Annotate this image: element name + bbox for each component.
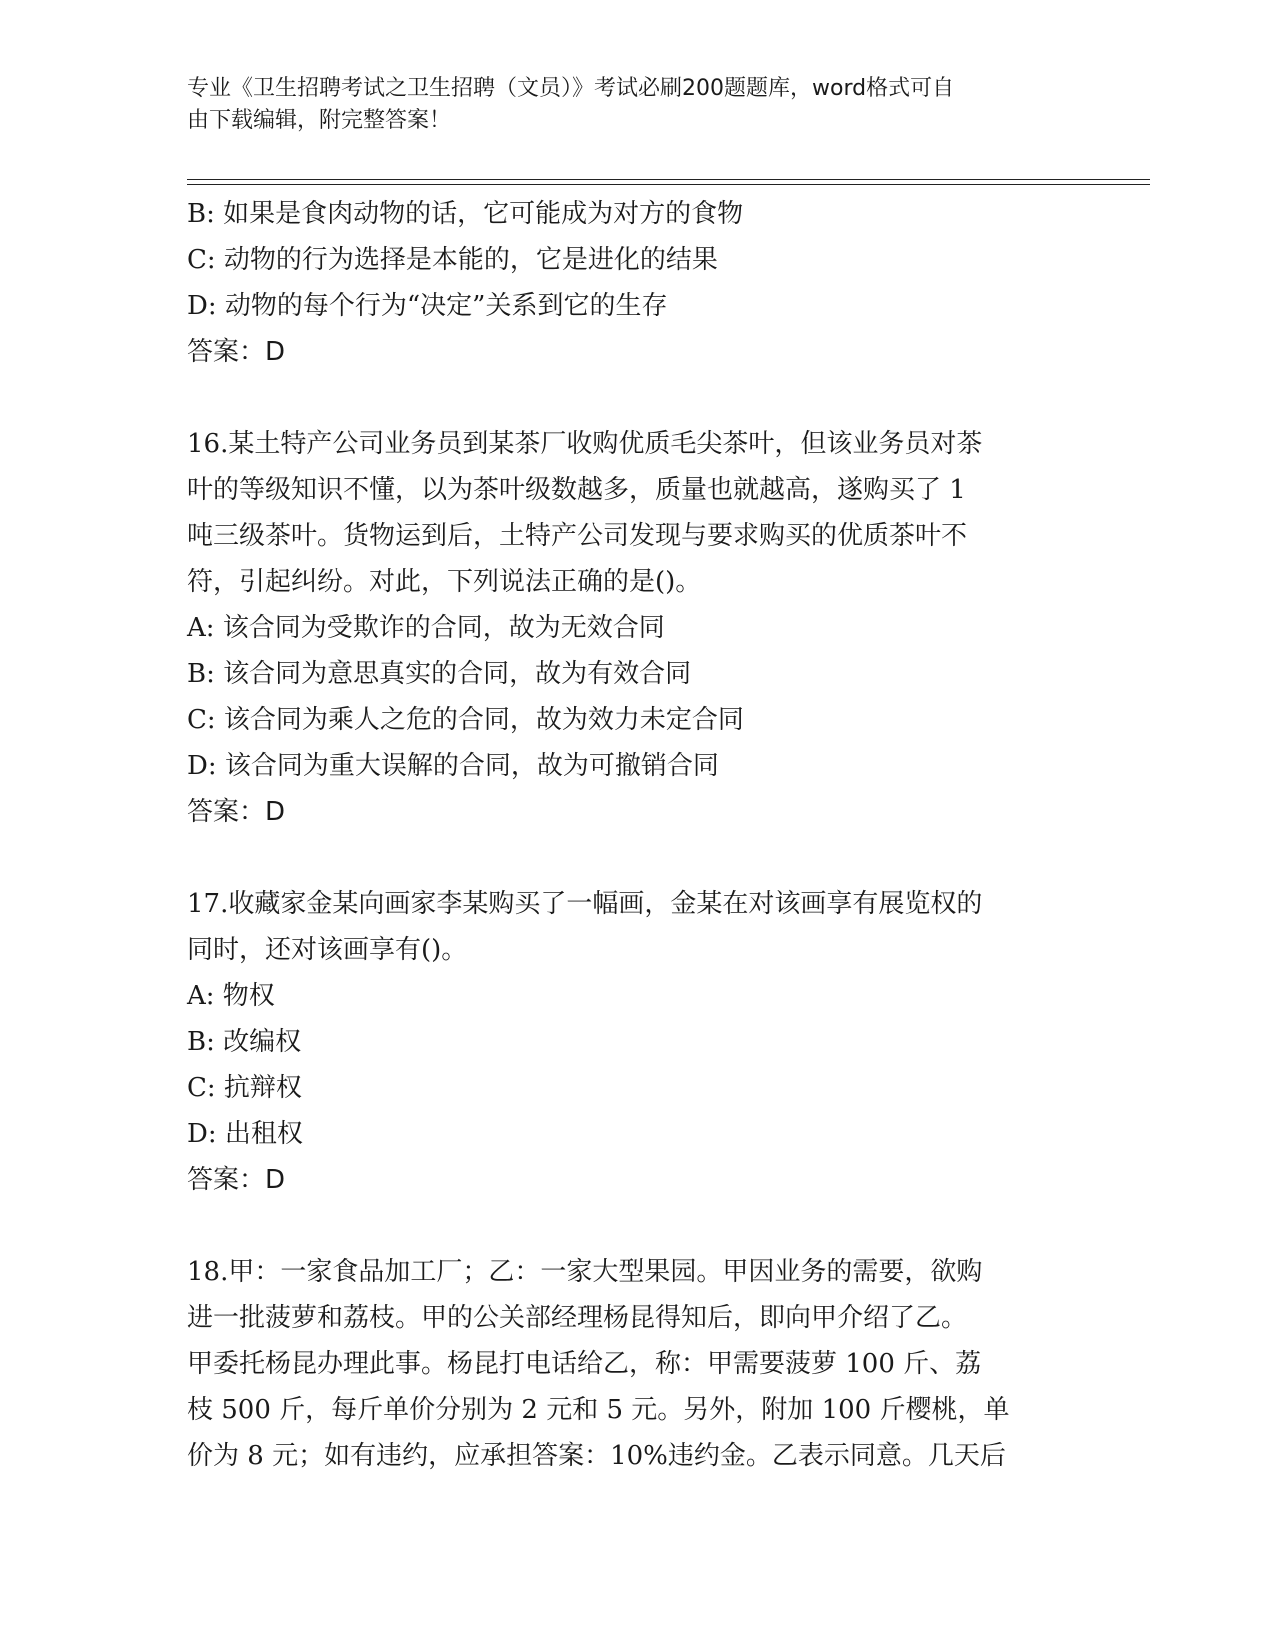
option-b: B: 该合同为意思真实的合同，故为有效合同 bbox=[187, 659, 692, 689]
header-divider-bottom bbox=[187, 184, 1150, 185]
question-stem-line: 枝 500 斤，每斤单价分别为 2 元和 5 元。另外，附加 100 斤樱桃，单 bbox=[187, 1395, 1010, 1425]
option-c: C: 抗辩权 bbox=[187, 1073, 302, 1103]
option-b: B: 改编权 bbox=[187, 1027, 302, 1057]
document-body bbox=[187, 191, 1087, 1479]
option-d: D: 该合同为重大误解的合同，故为可撤销合同 bbox=[187, 751, 719, 781]
question-16 bbox=[187, 421, 1087, 835]
header-line-2: 由下载编辑，附完整答案！ bbox=[187, 108, 452, 133]
option-a: A: 物权 bbox=[187, 981, 275, 1011]
question-stem-line: 16.某土特产公司业务员到某茶厂收购优质毛尖茶叶，但该业务员对茶 bbox=[187, 429, 983, 459]
option-c: C: 该合同为乘人之危的合同，故为效力未定合同 bbox=[187, 705, 744, 735]
question-stem-line: 吨三级茶叶。货物运到后，土特产公司发现与要求购买的优质茶叶不 bbox=[187, 521, 968, 551]
option-b: B: 如果是食肉动物的话，它可能成为对方的食物 bbox=[187, 199, 744, 229]
document-header bbox=[187, 73, 1067, 137]
question-stem-line: 甲委托杨昆办理此事。杨昆打电话给乙，称：甲需要菠萝 100 斤、荔 bbox=[187, 1349, 982, 1379]
spacer bbox=[187, 835, 1087, 881]
question-stem-line: 叶的等级知识不懂，以为茶叶级数越多，质量也就越高，遂购买了 1 bbox=[187, 475, 966, 505]
answer-line: 答案：D bbox=[187, 1165, 286, 1195]
question-18 bbox=[187, 1249, 1087, 1479]
question-stem-line: 18.甲：一家食品加工厂；乙：一家大型果园。甲因业务的需要，欲购 bbox=[187, 1257, 983, 1287]
header-line-1: 专业《卫生招聘考试之卫生招聘（文员）》考试必刷200题题库，word格式可自 bbox=[187, 76, 955, 101]
question-17 bbox=[187, 881, 1087, 1203]
question-stem-line: 进一批菠萝和荔枝。甲的公关部经理杨昆得知后，即向甲介绍了乙。 bbox=[187, 1303, 968, 1333]
answer-line: 答案：D bbox=[187, 797, 286, 827]
spacer bbox=[187, 1203, 1087, 1249]
question-stem-line: 17.收藏家金某向画家李某购买了一幅画，金某在对该画享有展览权的 bbox=[187, 889, 983, 919]
question-stem-line: 价为 8 元；如有违约，应承担答案：10%违约金。乙表示同意。几天后 bbox=[187, 1441, 1006, 1471]
question-stem-line: 同时，还对该画享有()。 bbox=[187, 935, 468, 965]
spacer bbox=[187, 375, 1087, 421]
option-a: A: 该合同为受欺诈的合同，故为无效合同 bbox=[187, 613, 665, 643]
option-c: C: 动物的行为选择是本能的，它是进化的结果 bbox=[187, 245, 718, 275]
option-d: D: 出租权 bbox=[187, 1119, 303, 1149]
question-stem-line: 符，引起纠纷。对此，下列说法正确的是()。 bbox=[187, 567, 702, 597]
option-d: D: 动物的每个行为“决定”关系到它的生存 bbox=[187, 291, 668, 321]
question-15-tail bbox=[187, 191, 1087, 375]
answer-line: 答案：D bbox=[187, 337, 286, 367]
header-divider-top bbox=[187, 179, 1150, 180]
